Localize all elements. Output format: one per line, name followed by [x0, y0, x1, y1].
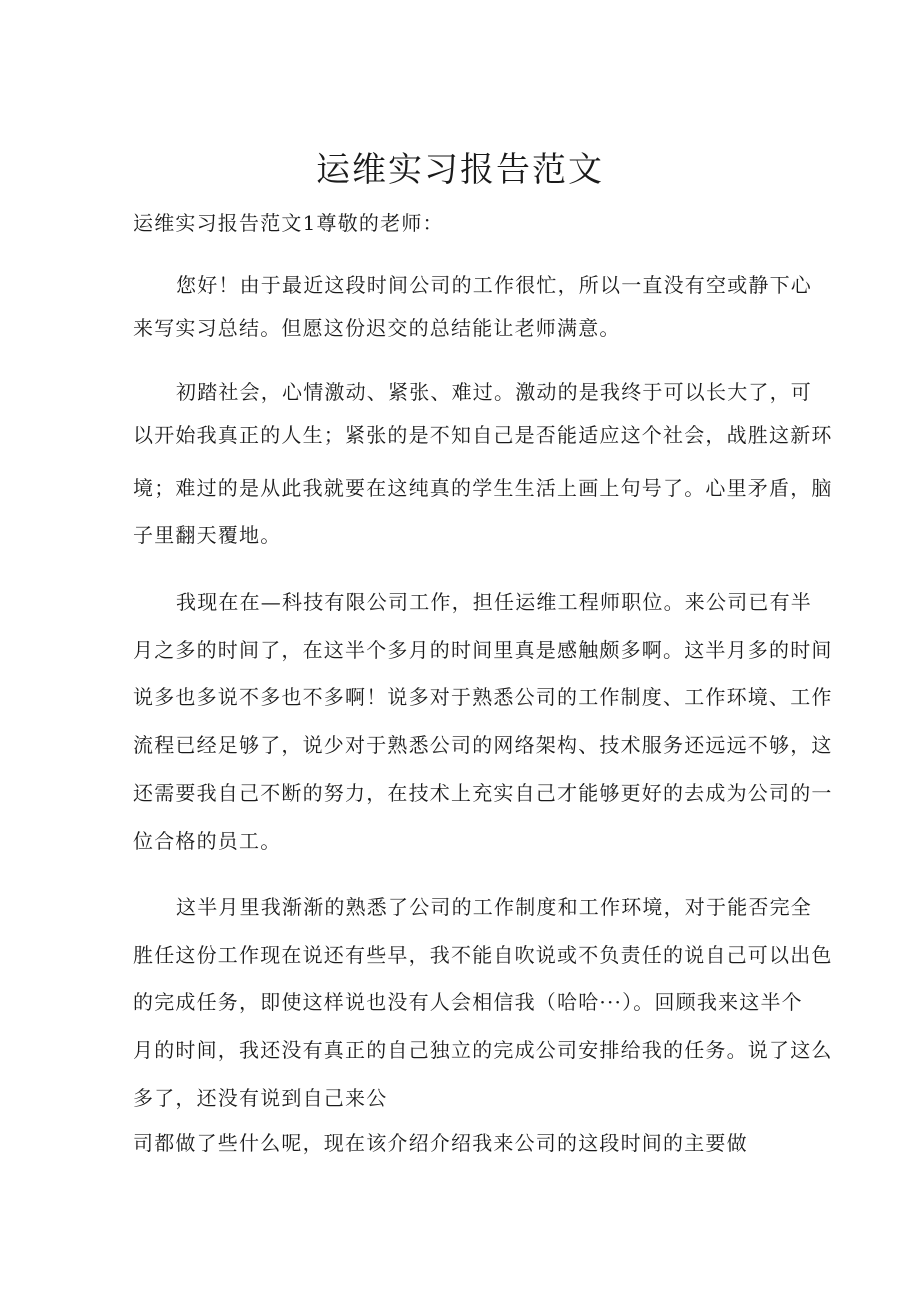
paragraph-line: 您好！由于最近这段时间公司的工作很忙，所以一直没有空或静下心 [176, 273, 812, 297]
paragraph-line: 月的时间，我还没有真正的自己独立的完成公司安排给我的任务。说了这么 [133, 1038, 833, 1062]
paragraph-line: 位合格的员工。 [133, 829, 282, 853]
paragraph-line: 我现在在—科技有限公司工作，担任运维工程师职位。来公司已有半 [176, 590, 812, 614]
paragraph-line: 流程已经足够了，说少对于熟悉公司的网络架构、技术服务还远远不够，这 [133, 733, 833, 757]
paragraph-line: 以开始我真正的人生；紧张的是不知自己是否能适应这个社会，战胜这新环 [133, 423, 833, 447]
continuation-line: 司都做了些什么呢，现在该介绍介绍我来公司的这段时间的主要做 [133, 1131, 748, 1155]
paragraph-line: 初踏社会，心情激动、紧张、难过。激动的是我终于可以长大了，可 [176, 380, 812, 404]
paragraph-line: 说多也多说不多也不多啊！说多对于熟悉公司的工作制度、工作环境、工作 [133, 685, 833, 709]
document-title: 运维实习报告范文 [316, 150, 604, 190]
paragraph-line: 的完成任务，即使这样说也没有人会相信我（哈哈···）。回顾我来这半个 [133, 990, 803, 1014]
paragraph-line: 还需要我自己不断的努力，在技术上充实自己才能够更好的去成为公司的一 [133, 781, 833, 805]
paragraph-line: 胜任这份工作现在说还有些早，我不能自吹说或不负责任的说自己可以出色 [133, 943, 833, 967]
paragraph-line: 子里翻天覆地。 [133, 523, 282, 547]
paragraph-line: 来写实习总结。但愿这份迟交的总结能让老师满意。 [133, 316, 621, 340]
paragraph-line: 这半月里我渐渐的熟悉了公司的工作制度和工作环境，对于能否完全 [176, 895, 812, 919]
paragraph-line: 月之多的时间了，在这半个多月的时间里真是感触颇多啊。这半月多的时间 [133, 638, 833, 662]
paragraph-line: 多了，还没有说到自己来公 [133, 1086, 388, 1110]
paragraph-line: 境；难过的是从此我就要在这纯真的学生生活上画上句号了。心里矛盾，脑 [133, 476, 833, 500]
greeting-line: 运维实习报告范文1尊敬的老师： [133, 211, 444, 235]
